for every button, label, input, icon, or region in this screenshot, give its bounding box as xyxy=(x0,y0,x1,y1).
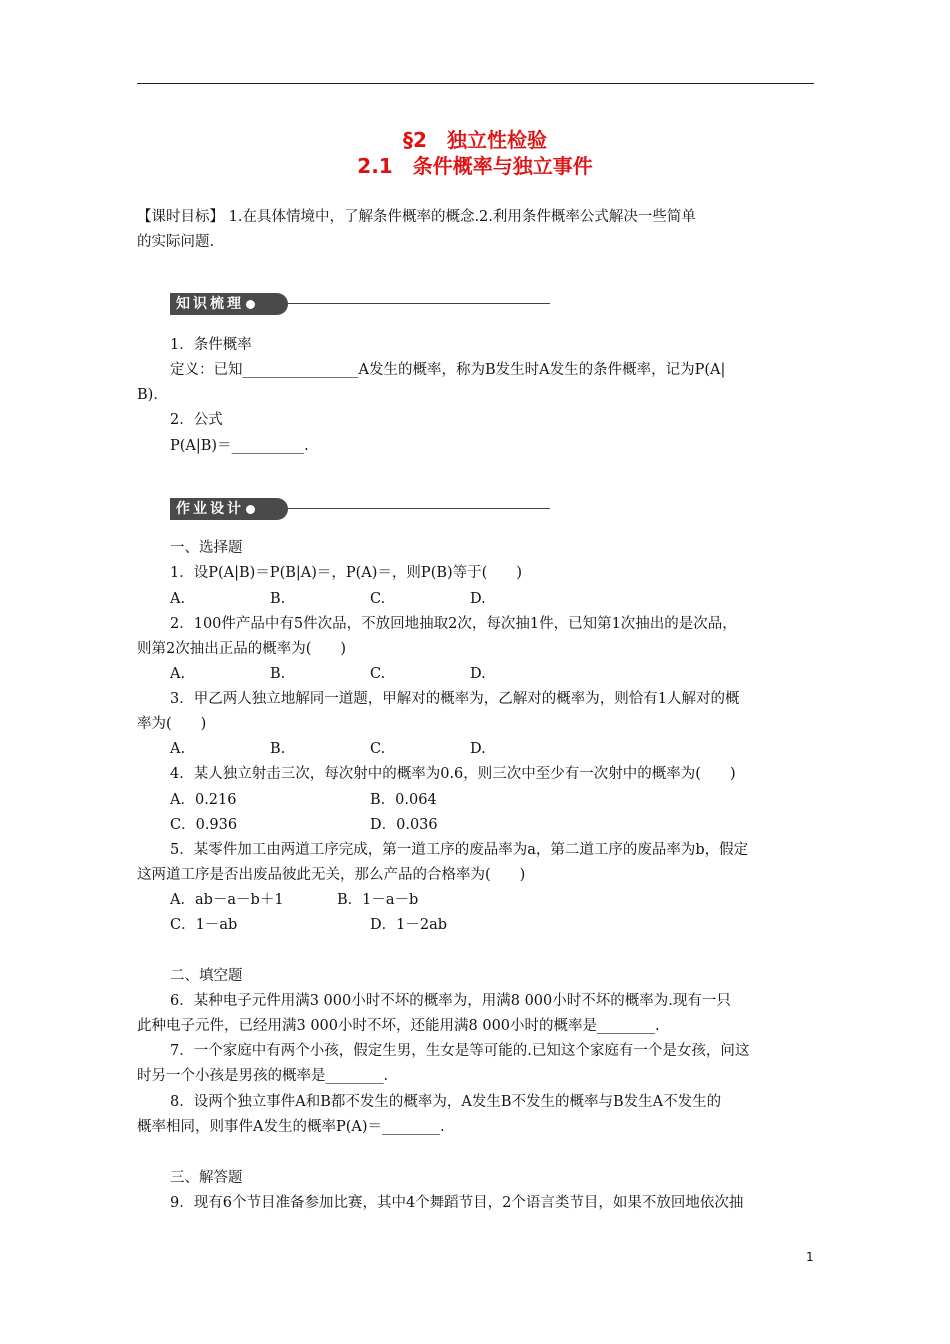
banner-line xyxy=(288,303,550,304)
q6-line-2: 此种电子元件，已经用满3 000小时不坏，还能用满8 000小时的概率是________. xyxy=(137,1018,660,1034)
objective-line-1: 【课时目标】 1.在具体情境中，了解条件概率的概念.2.利用条件概率公式解决一些简单 xyxy=(137,209,696,225)
subsection-title: 2.1 条件概率与独立事件 xyxy=(357,154,593,178)
q5-line-1: 5．某零件加工由两道工序完成，第一道工序的废品率为a，第二道工序的废品率为b，假定 xyxy=(170,842,749,858)
option-c: C. xyxy=(370,591,386,607)
q4-option-a: A．0.216 xyxy=(170,792,237,808)
q9-line-1: 9．现有6个节目准备参加比赛，其中4个舞蹈节目，2个语言类节目，如果不放回地依次抽 xyxy=(170,1195,744,1211)
option-b: B. xyxy=(270,741,286,757)
q3-line-1: 3．甲乙两人独立地解同一道题，甲解对的概率为，乙解对的概率为，则恰有1人解对的概 xyxy=(170,691,740,707)
q5-option-d: D．1－2ab xyxy=(370,917,448,933)
option-a: A. xyxy=(170,741,186,757)
heading-choice: 一、选择题 xyxy=(170,540,243,556)
q5-option-a: A．ab－a－b＋1 xyxy=(170,892,284,908)
kb-item-1: 1．条件概率 xyxy=(170,337,252,353)
q4-option-b: B．0.064 xyxy=(370,792,437,808)
objective-line-2: 的实际问题. xyxy=(137,234,215,250)
bullet-icon xyxy=(246,505,255,514)
option-d: D. xyxy=(470,591,486,607)
q8-line-1: 8．设两个独立事件A和B都不发生的概率为，A发生B不发生的概率与B发生A不发生的 xyxy=(170,1094,722,1110)
banner-line xyxy=(288,508,550,509)
option-b: B. xyxy=(270,666,286,682)
kb-item-5: P(A|B)＝__________. xyxy=(170,438,309,454)
heading-answer: 三、解答题 xyxy=(170,1170,243,1186)
section-title: §2 独立性检验 xyxy=(403,128,547,152)
heading-fill: 二、填空题 xyxy=(170,968,243,984)
option-a: A. xyxy=(170,666,186,682)
kb-item-3: B)． xyxy=(137,387,168,403)
top-rule xyxy=(137,83,814,84)
knowledge-banner-label: 知识梳理 xyxy=(176,296,244,312)
q1: 1．设P(A|B)＝P(B|A)＝，P(A)＝，则P(B)等于( ) xyxy=(170,565,522,581)
homework-banner xyxy=(170,498,550,520)
kb-item-4: 2．公式 xyxy=(170,412,223,428)
q7-line-1: 7．一个家庭中有两个小孩，假定生男，生女是等可能的.已知这个家庭有一个是女孩，问这 xyxy=(170,1043,750,1059)
q6-line-1: 6．某种电子元件用满3 000小时不坏的概率为，用满8 000小时不坏的概率为.现有一只 xyxy=(170,993,731,1009)
option-c: C. xyxy=(370,666,386,682)
option-d: D. xyxy=(470,741,486,757)
page-number: 1 xyxy=(806,1250,814,1264)
q2-line-2: 则第2次抽出正品的概率为( ) xyxy=(137,641,347,657)
q4-option-d: D．0.036 xyxy=(370,817,438,833)
homework-banner-label: 作业设计 xyxy=(176,501,244,517)
kb-item-2: 定义：已知________________A发生的概率，称为B发生时A发生的条件概率，记为P(A| xyxy=(170,362,726,378)
option-b: B. xyxy=(270,591,286,607)
option-d: D. xyxy=(470,666,486,682)
q5-option-b: B．1－a－b xyxy=(337,892,419,908)
q5-line-2: 这两道工序是否出废品彼此无关，那么产品的合格率为( ) xyxy=(137,867,526,883)
bullet-icon xyxy=(246,300,255,309)
q7-line-2: 时另一个小孩是男孩的概率是________. xyxy=(137,1068,389,1084)
q3-line-2: 率为( ) xyxy=(137,716,207,732)
q4-option-c: C．0.936 xyxy=(170,817,238,833)
q5-option-c: C．1－ab xyxy=(170,917,238,933)
q8-line-2: 概率相同，则事件A发生的概率P(A)＝________. xyxy=(137,1119,445,1135)
option-a: A. xyxy=(170,591,186,607)
q4: 4．某人独立射击三次，每次射中的概率为0.6，则三次中至少有一次射中的概率为( ) xyxy=(170,766,736,782)
knowledge-banner xyxy=(170,293,550,315)
option-c: C. xyxy=(370,741,386,757)
q2-line-1: 2．100件产品中有5件次品，不放回地抽取2次，每次抽1件，已知第1次抽出的是次品， xyxy=(170,616,737,632)
